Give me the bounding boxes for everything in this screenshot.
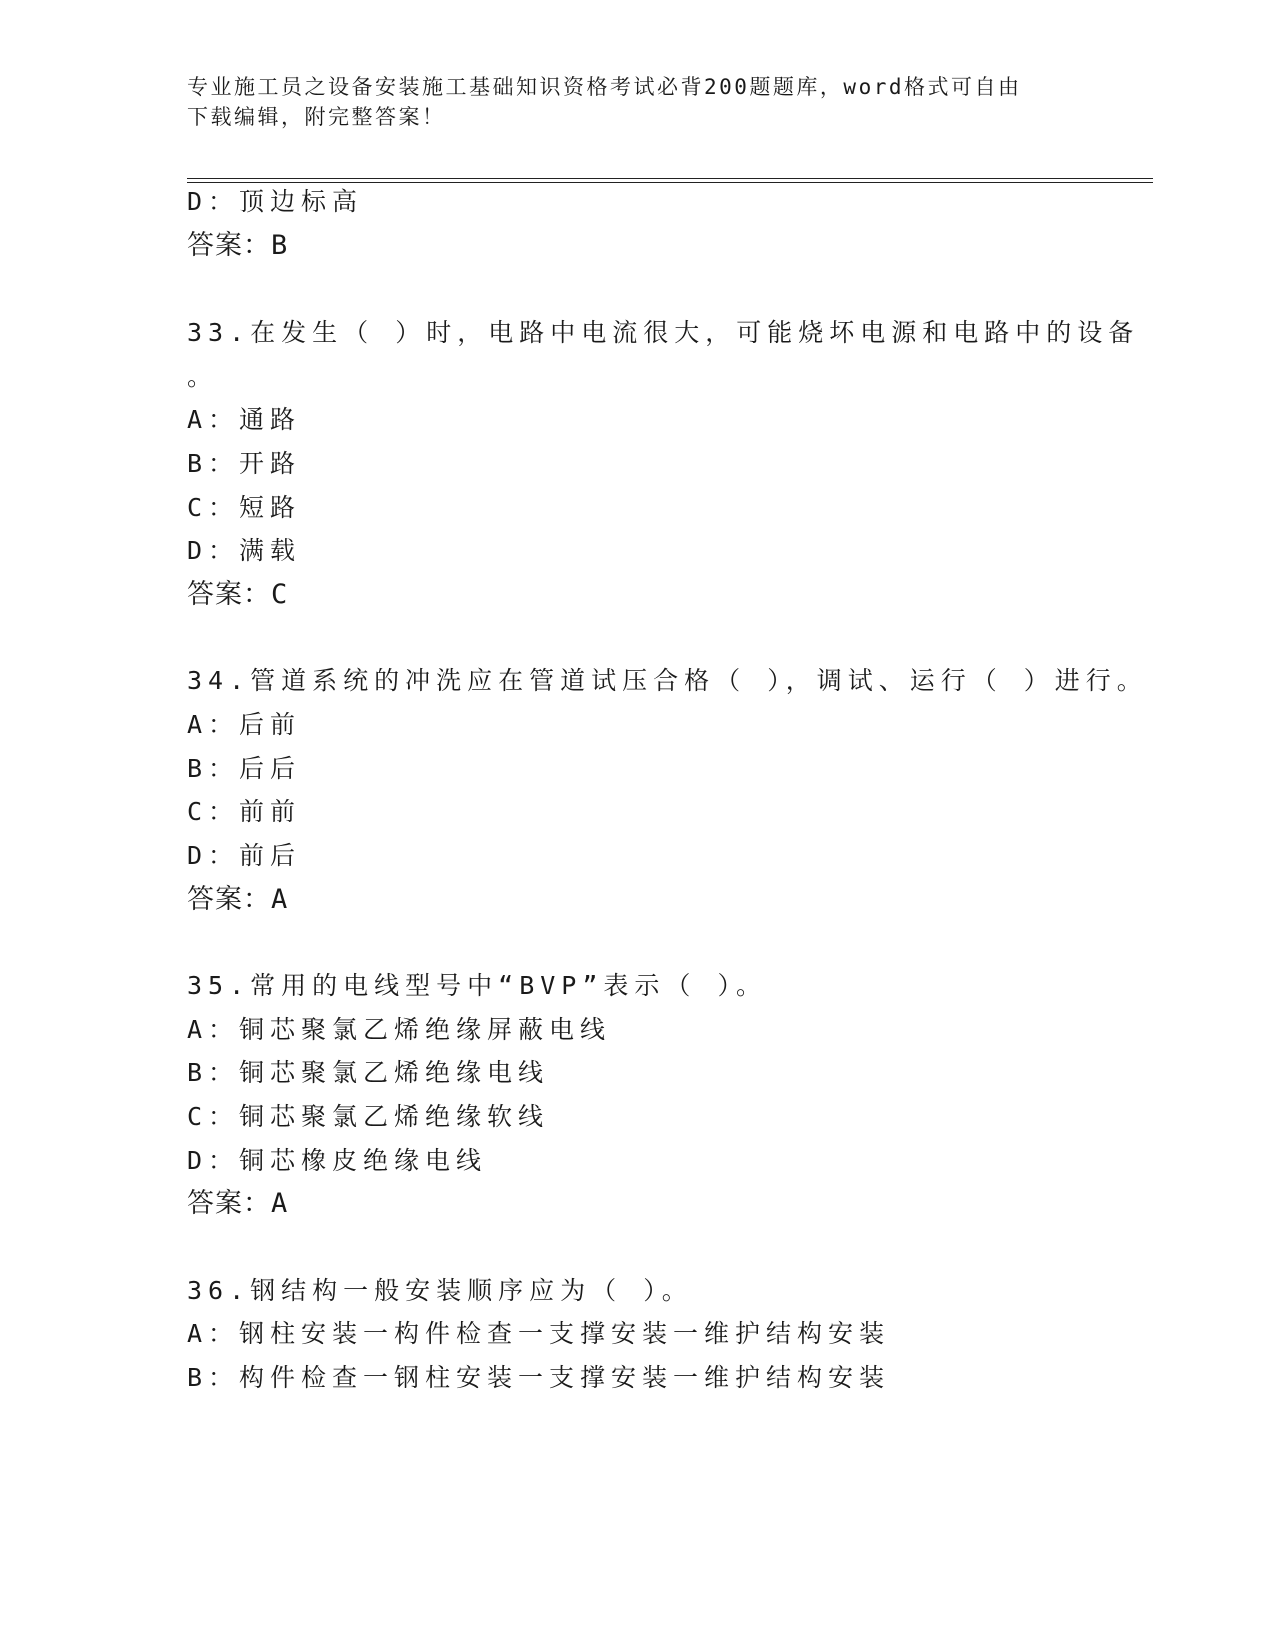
document-header — [187, 72, 1087, 132]
q33-option-b: B：开路 — [187, 449, 302, 478]
q35-stem: 35.常用的电线型号中“BVP”表示（ ）。 — [187, 971, 767, 1000]
header-divider-top — [187, 178, 1153, 179]
q33-option-d: D：满载 — [187, 536, 302, 565]
q34-answer: 答案：A — [187, 884, 289, 915]
q35-option-c: C：铜芯聚氯乙烯绝缘软线 — [187, 1102, 550, 1131]
q35-option-d: D：铜芯橡皮绝缘电线 — [187, 1146, 488, 1175]
q34-stem: 34.管道系统的冲洗应在管道试压合格（ ），调试、运行（ ）进行。 — [187, 666, 1148, 695]
header-line-1: 专业施工员之设备安装施工基础知识资格考试必背200题题库，word格式可自由 — [187, 75, 1022, 99]
q34-option-b: B：后后 — [187, 754, 302, 783]
header-divider-bottom — [187, 182, 1153, 183]
prev-answer: 答案：B — [187, 230, 289, 261]
q35-option-a: A：铜芯聚氯乙烯绝缘屏蔽电线 — [187, 1015, 612, 1044]
q34-option-a: A：后前 — [187, 710, 302, 739]
q34-option-c: C：前前 — [187, 797, 302, 826]
q33-option-a: A：通路 — [187, 405, 302, 434]
header-line-2: 下载编辑，附完整答案！ — [187, 105, 446, 129]
q35-answer: 答案：A — [187, 1188, 289, 1219]
q36-stem: 36.钢结构一般安装顺序应为（ ）。 — [187, 1276, 693, 1305]
q36-option-b: B：构件检查一钢柱安装一支撑安装一维护结构安装 — [187, 1363, 891, 1392]
q33-stem-continued: 。 — [187, 362, 219, 391]
q35-option-b: B：铜芯聚氯乙烯绝缘电线 — [187, 1058, 550, 1087]
q33-option-c: C：短路 — [187, 493, 302, 522]
q34-option-d: D：前后 — [187, 841, 302, 870]
q33-answer: 答案：C — [187, 579, 289, 610]
q36-option-a: A：钢柱安装一构件检查一支撑安装一维护结构安装 — [187, 1319, 891, 1348]
prev-option-d: D：顶边标高 — [187, 187, 364, 216]
q33-stem: 33.在发生（ ）时，电路中电流很大，可能烧坏电源和电路中的设备 — [187, 318, 1140, 347]
